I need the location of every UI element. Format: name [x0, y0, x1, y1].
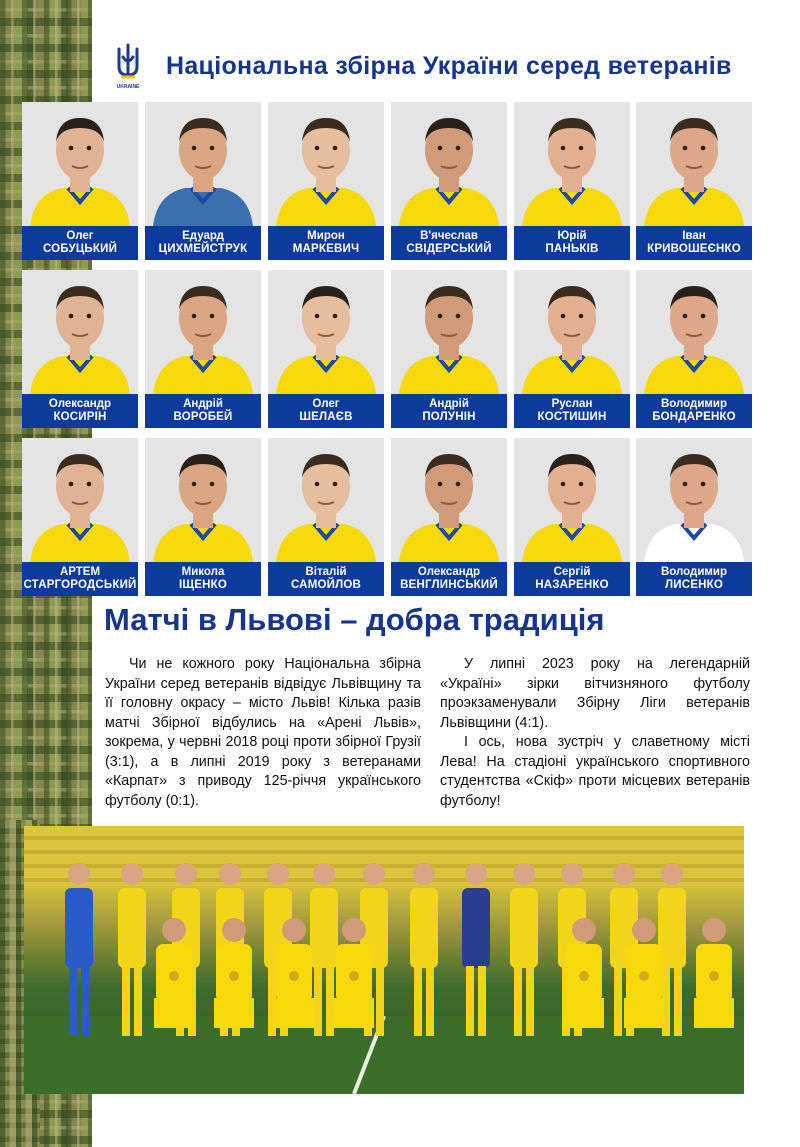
- player-card: [145, 102, 261, 260]
- player-card: [636, 102, 752, 260]
- player-last-name: ШЕЛАЄВ: [299, 411, 353, 423]
- player-photo: [268, 102, 384, 226]
- player-last-name: КРИВОШЕЄНКО: [647, 243, 741, 255]
- player-last-name: ЦИХМЕЙСТРУК: [158, 243, 248, 255]
- player-first-name: АРТЕМ: [59, 566, 101, 578]
- player-card: [391, 438, 507, 596]
- player-name-label: [145, 226, 261, 260]
- player-last-name: НАЗАРЕНКО: [535, 579, 609, 591]
- player-first-name: Андрій: [429, 398, 469, 410]
- article-column-right: [440, 655, 750, 811]
- player-last-name: СВІДЕРСЬКИЙ: [406, 243, 492, 255]
- player-last-name: МАРКЕВИЧ: [292, 243, 360, 255]
- player-first-name: Володимир: [660, 398, 728, 410]
- player-last-name: САМОЙЛОВ: [290, 579, 362, 591]
- player-name-label: [22, 562, 138, 596]
- player-card: [514, 270, 630, 428]
- player-first-name: Мирон: [307, 230, 345, 242]
- player-first-name: Віталій: [305, 566, 347, 578]
- player-name-label: [145, 562, 261, 596]
- player-photo: [391, 102, 507, 226]
- player-photo: [22, 438, 138, 562]
- player-name-label: [636, 226, 752, 260]
- player-first-name: Олександр: [48, 398, 112, 410]
- article-title: Матчі в Львові – добра традиція: [104, 602, 605, 637]
- player-name-label: [268, 394, 384, 428]
- player-last-name: ПАНЬКІВ: [545, 243, 599, 255]
- player-photo: [391, 270, 507, 394]
- player-name-label: [268, 226, 384, 260]
- trident-icon: [113, 43, 143, 83]
- player-card: [268, 438, 384, 596]
- player-card: [268, 270, 384, 428]
- player-first-name: Іван: [682, 230, 706, 242]
- player-last-name: ІЩЕНКО: [178, 579, 228, 591]
- article-column-left: [105, 655, 421, 811]
- article-paragraph: У липні 2023 року на легендарній «Україні» зірки вітчизняного футболу проэкзаменували Збірну Ліги ветеранів Львівщини (4:1).: [440, 656, 750, 731]
- article-paragraph: І ось, нова зустріч у славетному місті Лева! На стадіоні українського спортивного студентства «Скіф» проти місцевих ветеранів футболу!: [440, 734, 750, 809]
- player-card: [391, 102, 507, 260]
- player-name-label: [391, 226, 507, 260]
- player-first-name: Микола: [181, 566, 225, 578]
- player-first-name: Едуард: [182, 230, 224, 242]
- player-card: [514, 438, 630, 596]
- player-card: [391, 270, 507, 428]
- player-name-label: [636, 562, 752, 596]
- ufa-logo: [108, 40, 148, 92]
- player-first-name: Сергій: [553, 566, 591, 578]
- player-last-name: ВОРОБЕЙ: [173, 411, 233, 423]
- player-card: [22, 438, 138, 596]
- player-first-name: Руслан: [551, 398, 593, 410]
- player-name-label: [22, 394, 138, 428]
- player-name-label: [514, 562, 630, 596]
- player-card: [22, 270, 138, 428]
- player-first-name: Юрій: [557, 230, 587, 242]
- player-photo: [268, 438, 384, 562]
- player-photo: [145, 102, 261, 226]
- player-first-name: Володимир: [660, 566, 728, 578]
- player-last-name: ЛИСЕНКО: [665, 579, 723, 591]
- player-photo: [514, 270, 630, 394]
- player-first-name: Олександр: [417, 566, 481, 578]
- players-row: [22, 270, 756, 430]
- player-last-name: ВЕНГЛИНСЬКИЙ: [400, 579, 498, 591]
- player-photo: [514, 438, 630, 562]
- player-first-name: Олег: [66, 230, 94, 242]
- player-name-label: [514, 226, 630, 260]
- player-card: [636, 438, 752, 596]
- page-header: [108, 38, 788, 94]
- article-paragraph: Чи не кожного року Національна збірна України серед ветеранів відвідує Львівщину та її головну окрасу – місто Львів! Кількa разів матчі Збірної відбулись на «Арені Львів», зокрема, у червні 2018 році проти збірної Грузії (3:1), а в липні 2019 року з ветеранами «Карпат» з приводу 125-річчя українського футболу (0:1).: [105, 656, 421, 809]
- player-photo: [391, 438, 507, 562]
- player-photo: [514, 102, 630, 226]
- player-last-name: СОБУЦЬКИЙ: [42, 243, 118, 255]
- player-last-name: КОСИРІН: [53, 411, 107, 423]
- player-photo: [636, 270, 752, 394]
- logo-text: UKRAINE: [116, 83, 140, 90]
- page-title: Національна збірна України серед ветеранів: [166, 51, 732, 80]
- player-name-label: [268, 562, 384, 596]
- player-photo: [636, 102, 752, 226]
- player-photo: [22, 102, 138, 226]
- player-photo: [268, 270, 384, 394]
- player-photo: [636, 438, 752, 562]
- player-name-label: [22, 226, 138, 260]
- player-name-label: [145, 394, 261, 428]
- player-card: [514, 102, 630, 260]
- team-photo-illustration: [24, 826, 744, 1094]
- player-card: [268, 102, 384, 260]
- player-last-name: ПОЛУНІН: [422, 411, 476, 423]
- player-name-label: [391, 562, 507, 596]
- players-row: [22, 438, 756, 598]
- player-card: [22, 102, 138, 260]
- players-row: [22, 102, 756, 262]
- player-photo: [145, 270, 261, 394]
- player-photo: [145, 438, 261, 562]
- player-last-name: БОНДАРЕНКО: [652, 411, 736, 423]
- player-card: [145, 438, 261, 596]
- player-photo: [22, 270, 138, 394]
- player-first-name: Олег: [312, 398, 340, 410]
- player-first-name: Андрій: [183, 398, 223, 410]
- player-name-label: [391, 394, 507, 428]
- player-card: [145, 270, 261, 428]
- player-name-label: [514, 394, 630, 428]
- player-card: [636, 270, 752, 428]
- team-photo: [24, 826, 744, 1094]
- player-name-label: [636, 394, 752, 428]
- player-first-name: В'ячеслав: [420, 230, 478, 242]
- player-last-name: КОСТИШИН: [537, 411, 607, 423]
- player-last-name: СТАРГОРОДСЬКИЙ: [23, 579, 137, 591]
